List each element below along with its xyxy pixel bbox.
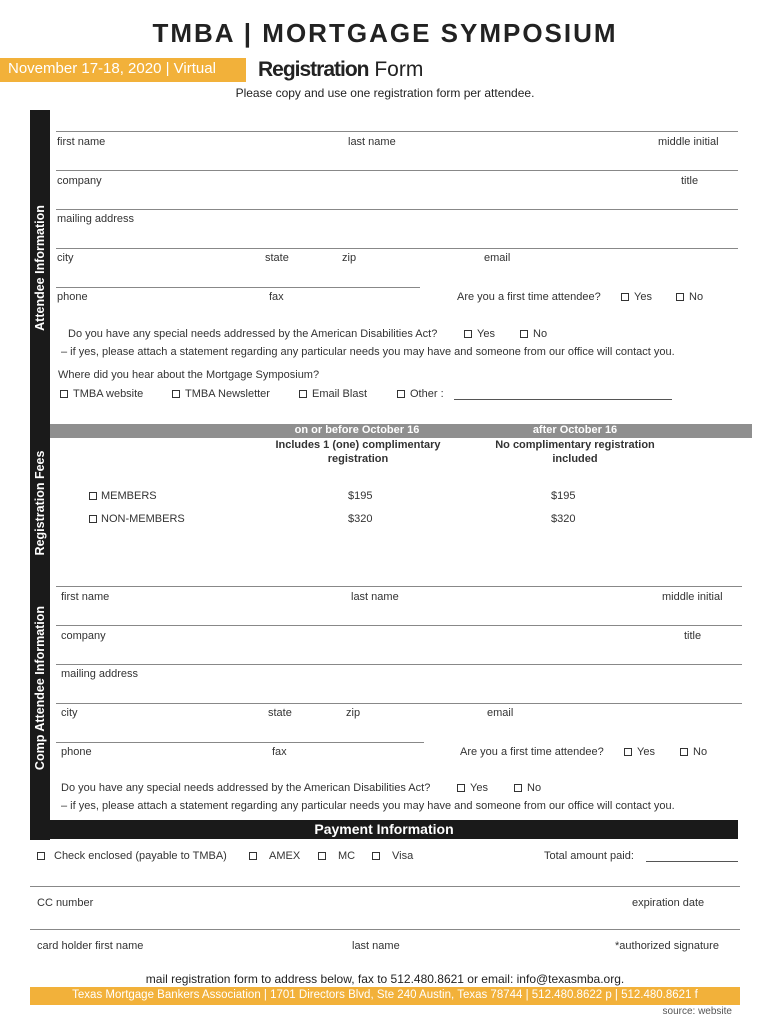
option-label: TMBA website — [73, 388, 144, 400]
option-label: Yes — [470, 782, 488, 794]
ada-yes-option[interactable] — [464, 328, 495, 340]
divider — [56, 248, 738, 249]
section-fees — [30, 425, 50, 580]
other-input-line[interactable] — [454, 399, 672, 400]
checkbox-icon[interactable] — [60, 390, 68, 398]
comp-phone-field[interactable]: phone — [61, 746, 92, 758]
comp-ada-question: Do you have any special needs addressed by the American Disabilities Act? — [61, 782, 431, 794]
first-name-field[interactable]: first name — [57, 136, 106, 148]
option-label: Check enclosed (payable to TMBA) — [54, 850, 227, 862]
ada-note: – if yes, please attach a statement regarding any particular needs you may have and someone from our office will contact you. — [61, 346, 675, 358]
ada-no-option[interactable] — [520, 328, 547, 340]
title-field[interactable]: title — [681, 175, 699, 187]
phone-field[interactable]: phone — [57, 291, 88, 303]
event-date-banner: November 17-18, 2020 | Virtual — [0, 58, 246, 82]
comp-mailing-address-field[interactable]: mailing address — [61, 668, 139, 680]
total-amount-label: Total amount paid: — [544, 850, 634, 862]
form-title — [258, 58, 423, 82]
comp-middle-initial-field[interactable]: middle initial — [662, 591, 723, 603]
first-time-no-option[interactable] — [676, 291, 703, 303]
option-label: No — [689, 291, 704, 303]
checkbox-icon[interactable] — [89, 492, 97, 500]
fee-non-members-late: $320 — [551, 513, 576, 525]
hear-option-newsletter[interactable] — [172, 388, 270, 400]
comp-fax-field[interactable]: fax — [272, 746, 287, 758]
comp-zip-field[interactable]: zip — [346, 707, 361, 719]
divider — [56, 703, 742, 704]
mail-instructions: mail registration form to address below, fax to 512.480.8621 or email: info@texasmba.org. — [145, 972, 625, 986]
card-holder-first-name-field[interactable]: card holder first name — [37, 940, 144, 952]
comp-first-time-yes-option[interactable] — [624, 746, 655, 758]
fax-field[interactable]: fax — [269, 291, 284, 303]
option-label: AMEX — [269, 850, 301, 862]
zip-field[interactable]: zip — [342, 252, 357, 264]
payment-option-check[interactable] — [37, 850, 227, 862]
divider — [56, 131, 738, 132]
checkbox-icon[interactable] — [621, 293, 629, 301]
signature-field[interactable]: *authorized signature — [615, 940, 719, 952]
divider — [56, 664, 742, 665]
city-field[interactable]: city — [57, 252, 74, 264]
comp-city-field[interactable]: city — [61, 707, 78, 719]
section-attendee-label: Attendee Information — [33, 204, 47, 331]
option-label: No — [527, 782, 542, 794]
comp-first-time-no-option[interactable] — [680, 746, 707, 758]
form-title-rest: Form — [368, 58, 424, 81]
checkbox-icon[interactable] — [318, 852, 326, 860]
option-label: MC — [338, 850, 356, 862]
email-field[interactable]: email — [484, 252, 511, 264]
option-label: Other : — [410, 388, 444, 400]
total-amount-input[interactable] — [646, 861, 738, 862]
fee-col2-subheader: No complimentary registration included — [495, 439, 655, 465]
divider — [56, 586, 742, 587]
divider — [56, 170, 738, 171]
fee-table-header — [50, 424, 752, 438]
checkbox-icon[interactable] — [676, 293, 684, 301]
comp-first-time-question: Are you a first time attendee? — [460, 746, 604, 758]
divider — [56, 287, 420, 288]
comp-ada-note: – if yes, please attach a statement regarding any particular needs you may have and someone from our office will contact you. — [61, 800, 675, 812]
fee-col1-subheader: Includes 1 (one) complimentary registration — [275, 439, 441, 465]
comp-last-name-field[interactable]: last name — [351, 591, 399, 603]
payment-option-mc[interactable] — [318, 850, 355, 862]
hear-option-website[interactable] — [60, 388, 143, 400]
option-label: Email Blast — [312, 388, 368, 400]
checkbox-icon[interactable] — [89, 515, 97, 523]
form-title-bold: Registration — [258, 58, 369, 81]
option-label: No — [693, 746, 708, 758]
checkbox-icon[interactable] — [372, 852, 380, 860]
hear-option-other[interactable] — [397, 388, 444, 400]
checkbox-icon[interactable] — [299, 390, 307, 398]
checkbox-icon[interactable] — [37, 852, 45, 860]
comp-state-field[interactable]: state — [268, 707, 292, 719]
section-comp-label: Comp Attendee Information — [33, 605, 47, 770]
card-holder-last-name-field[interactable]: last name — [352, 940, 400, 952]
checkbox-icon[interactable] — [624, 748, 632, 756]
hear-option-email-blast[interactable] — [299, 388, 367, 400]
fee-option-members[interactable] — [89, 490, 157, 502]
checkbox-icon[interactable] — [514, 784, 522, 792]
source-note: source: website — [662, 1006, 732, 1017]
checkbox-icon[interactable] — [464, 330, 472, 338]
option-label: Yes — [637, 746, 655, 758]
fee-label: MEMBERS — [101, 490, 157, 502]
divider — [56, 742, 424, 743]
section-fees-label: Registration Fees — [33, 450, 47, 555]
divider — [56, 209, 738, 210]
option-label: Visa — [392, 850, 414, 862]
fee-option-non-members[interactable] — [89, 513, 185, 525]
state-field[interactable]: state — [265, 252, 289, 264]
form-subtitle: Please copy and use one registration form per attendee. — [235, 86, 535, 100]
checkbox-icon[interactable] — [397, 390, 405, 398]
fee-col1-header: on or before October 16 — [294, 424, 420, 436]
page-title: TMBA | MORTGAGE SYMPOSIUM — [152, 18, 618, 48]
fee-members-early: $195 — [348, 490, 373, 502]
association-address-bar: Texas Mortgage Bankers Association | 1701 Directors Blvd, Ste 240 Austin, Texas 78744 | 512.480.8622 p | 512.480.8621 f — [30, 987, 740, 1005]
divider — [56, 625, 742, 626]
divider — [30, 929, 740, 930]
first-time-question: Are you a first time attendee? — [457, 291, 601, 303]
checkbox-icon[interactable] — [249, 852, 257, 860]
option-label: No — [533, 328, 548, 340]
section-attendee — [30, 110, 50, 425]
checkbox-icon[interactable] — [172, 390, 180, 398]
last-name-field[interactable]: last name — [348, 136, 396, 148]
comp-first-name-field[interactable]: first name — [61, 591, 110, 603]
hear-question: Where did you hear about the Mortgage Symposium? — [58, 369, 320, 381]
comp-company-field[interactable]: company — [61, 630, 106, 642]
comp-ada-yes-option[interactable] — [457, 782, 488, 794]
payment-heading: Payment Information — [30, 820, 738, 839]
payment-option-amex[interactable] — [249, 850, 300, 862]
payment-option-visa[interactable] — [372, 850, 413, 862]
section-comp — [30, 585, 50, 790]
first-time-yes-option[interactable] — [621, 291, 652, 303]
option-label: TMBA Newsletter — [185, 388, 270, 400]
option-label: Yes — [634, 291, 652, 303]
fee-label: NON-MEMBERS — [101, 513, 185, 525]
comp-ada-no-option[interactable] — [514, 782, 541, 794]
checkbox-icon[interactable] — [680, 748, 688, 756]
cc-number-field[interactable]: CC number — [37, 897, 94, 909]
middle-initial-field[interactable]: middle initial — [658, 136, 719, 148]
ada-question: Do you have any special needs addressed by the American Disabilities Act? — [68, 328, 438, 340]
fee-col2-header: after October 16 — [532, 424, 618, 436]
comp-email-field[interactable]: email — [487, 707, 514, 719]
checkbox-icon[interactable] — [457, 784, 465, 792]
checkbox-icon[interactable] — [520, 330, 528, 338]
fee-members-late: $195 — [551, 490, 576, 502]
option-label: Yes — [477, 328, 495, 340]
expiration-date-field[interactable]: expiration date — [632, 897, 705, 909]
company-field[interactable]: company — [57, 175, 102, 187]
mailing-address-field[interactable]: mailing address — [57, 213, 135, 225]
comp-title-field[interactable]: title — [684, 630, 702, 642]
fee-non-members-early: $320 — [348, 513, 373, 525]
divider — [30, 886, 740, 887]
